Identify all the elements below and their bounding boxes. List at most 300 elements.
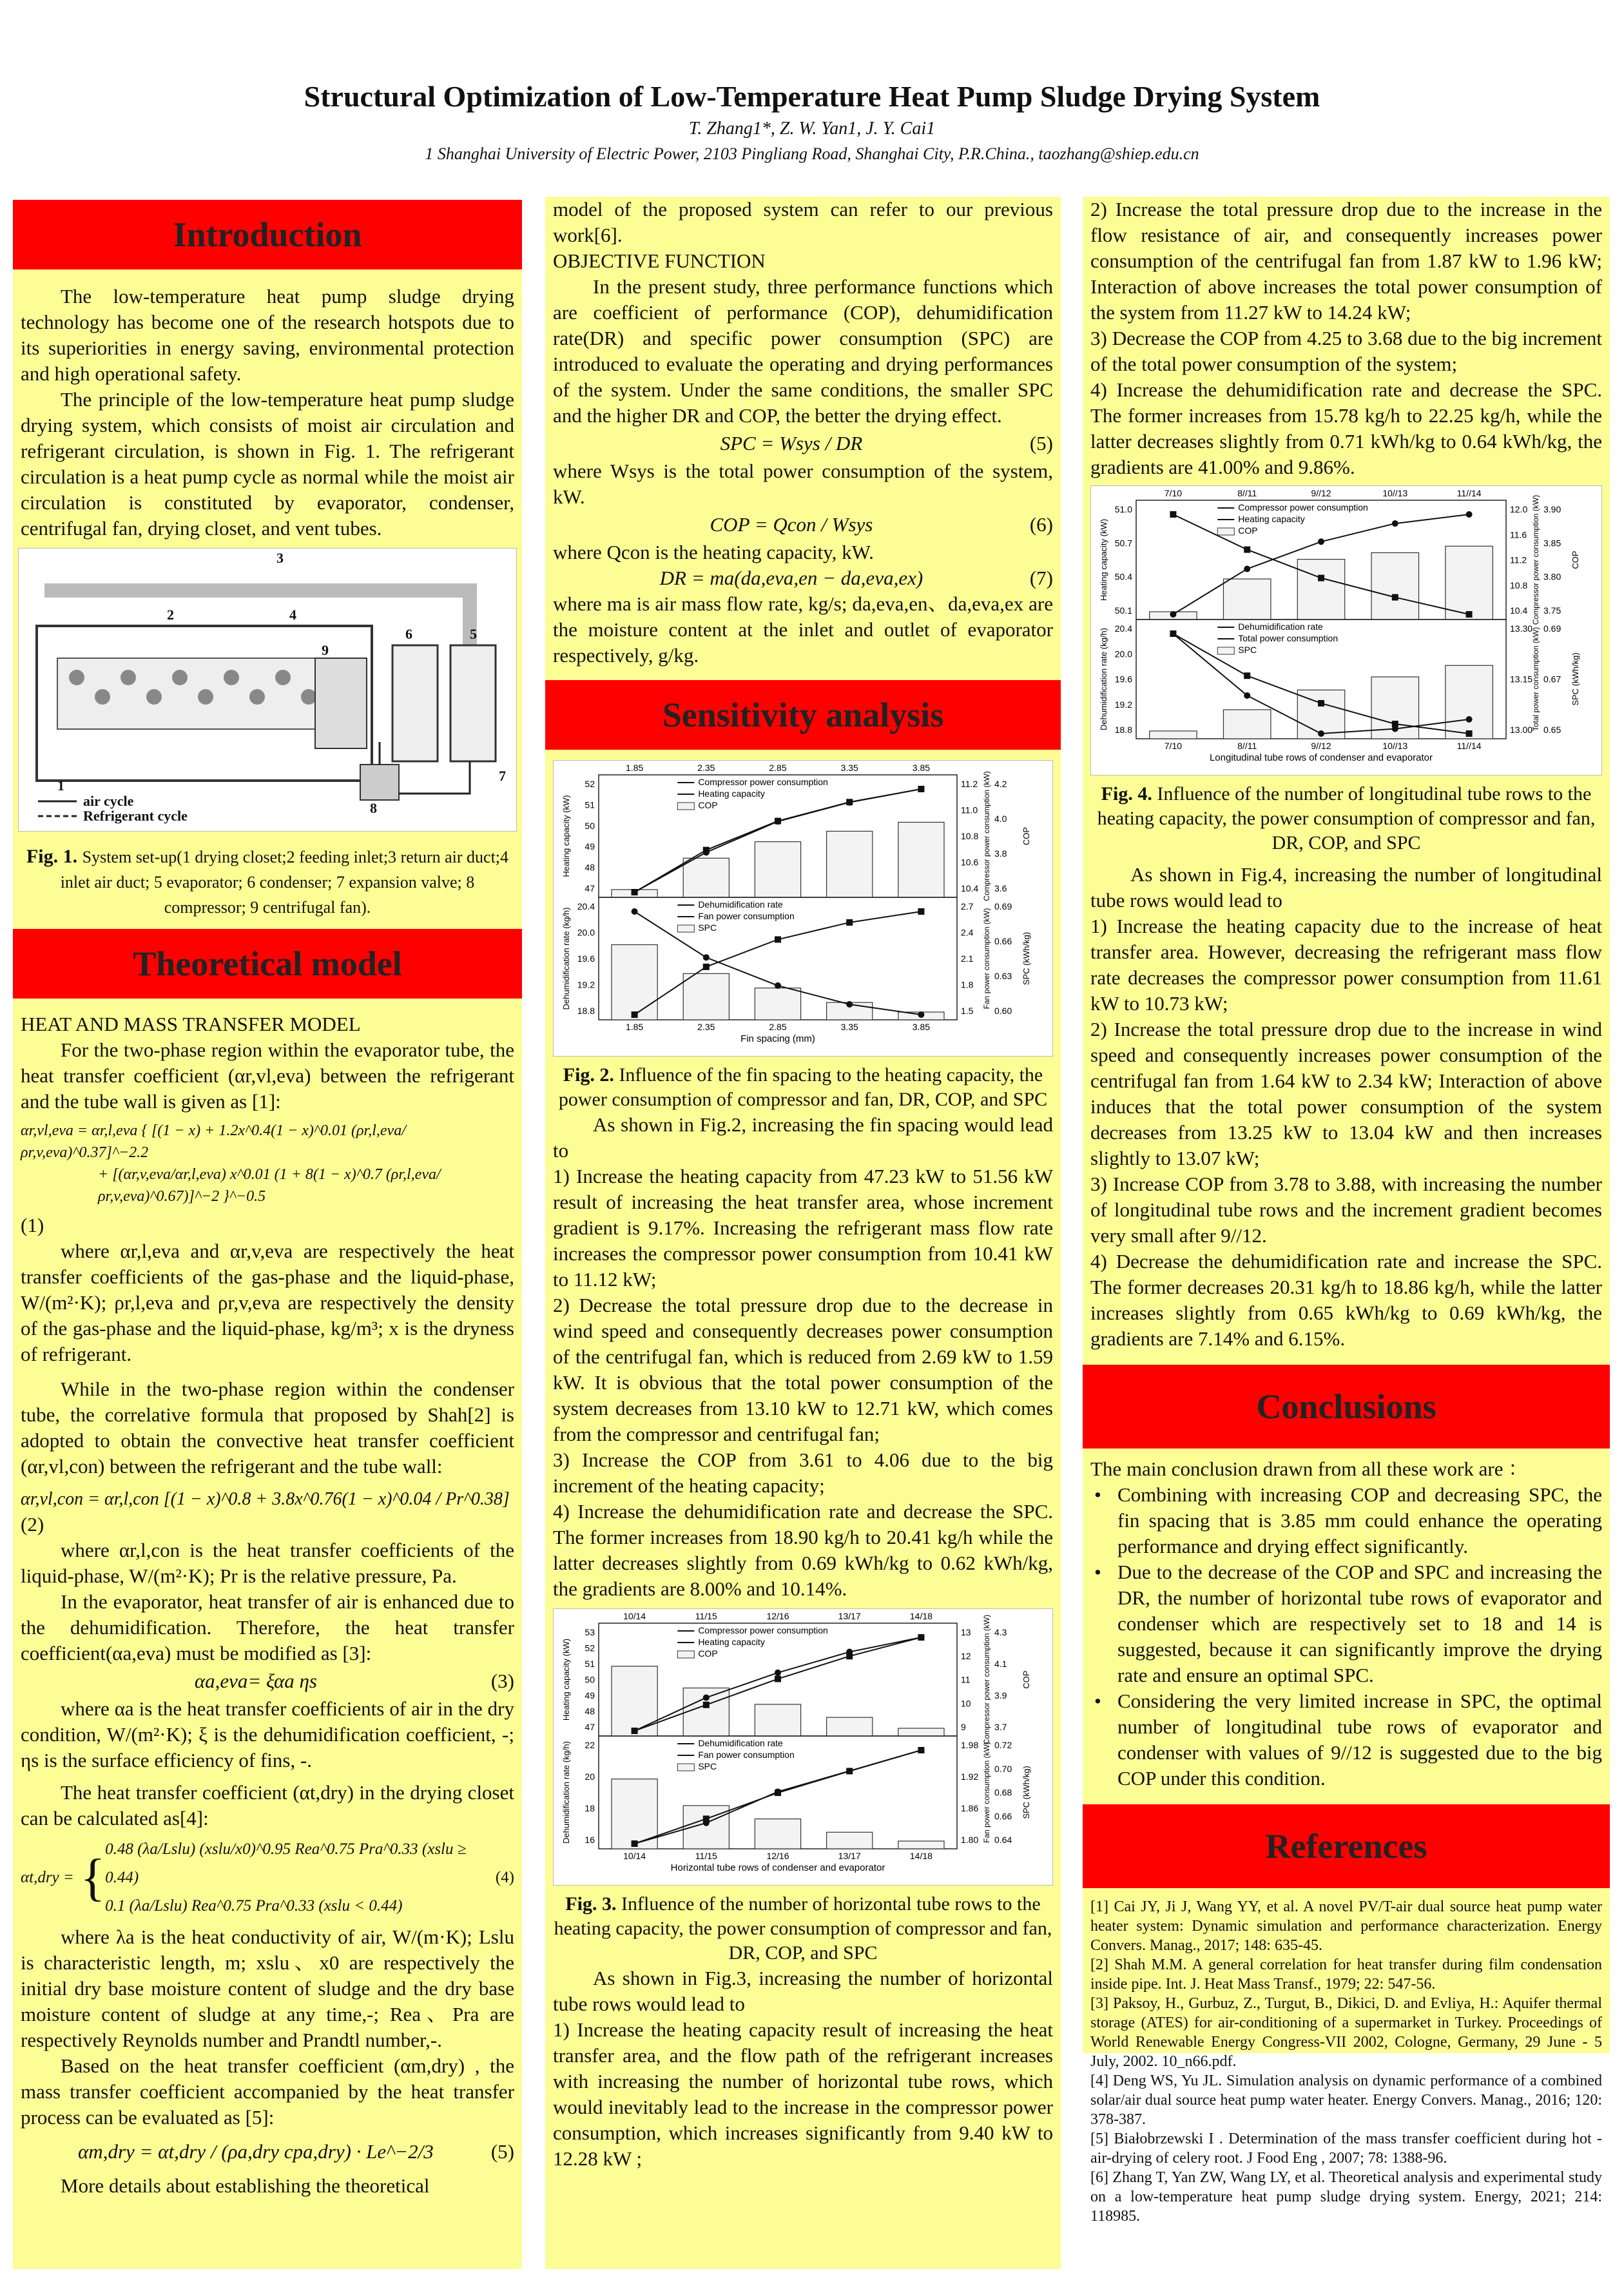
data-point <box>703 849 710 855</box>
conclusion-text: Due to the decrease of the COP and SPC and increasing the DR, the number of horizontal tube rows of evaporator and condenser which are respectively set to 18 and 14 is suggested, because it can significantly improve the drying rate and ensure an optimal SPC. <box>1117 1561 1602 1686</box>
reference-list <box>1090 1897 1602 2226</box>
tick-label: 11.6 <box>1510 529 1527 540</box>
legend-label: SPC <box>698 1761 717 1771</box>
tick-label: 10.4 <box>1510 605 1528 616</box>
tick-label: 13 <box>961 1627 971 1637</box>
tick-label: 11.0 <box>961 805 978 815</box>
label-1: 1 <box>57 777 64 794</box>
tick-label: 13.00 <box>1510 725 1533 735</box>
data-point <box>1170 611 1176 618</box>
figure-2-text: Influence of the fin spacing to the heating capacity, the power consumption of compressor and fan, DR, COP, and SPC <box>558 1064 1048 1110</box>
y2-axis-label: Fan power consumption (kW) <box>982 908 991 1009</box>
bar-mark <box>1371 552 1418 619</box>
label-2: 2 <box>167 607 174 623</box>
data-point <box>775 936 781 942</box>
legend-air-cycle: air cycle <box>83 793 134 809</box>
bullet-icon: • <box>1094 1561 1101 1583</box>
y3-axis-label: SPC (kWh/kg) <box>1571 652 1580 706</box>
legend-label: Compressor power consumption <box>698 777 828 787</box>
theory-paragraph-6: where αa is the heat transfer coefficients of air in the dry condition, W/(m²·K); ξ is the dehumidification coefficient, -; ηs is the surface efficiency of fins, -. <box>21 1697 514 1771</box>
category-label: 2.35 <box>697 763 715 773</box>
label-7: 7 <box>499 768 506 784</box>
tick-label: 51.0 <box>1114 504 1132 514</box>
tick-label: 50.4 <box>1114 571 1132 582</box>
data-point <box>775 1670 781 1676</box>
data-point <box>775 1788 781 1795</box>
equation-3-number: (3) <box>490 1670 514 1692</box>
tick-label: 3.6 <box>994 883 1007 893</box>
longitudinal-finding-2: 2) Increase the total pressure drop due to the increase in wind speed and consequently increases power consumption of the centrifugal fan from 1.64 kW to 2.34 kW; Interaction of above induces that the total power consumption of the system decreases from 13.25 kW to 13.04 kW and then increases slightly to 13.07 kW; <box>1090 1018 1602 1169</box>
y3-axis-label: COP <box>1571 551 1580 569</box>
legend-swatch <box>1217 647 1234 654</box>
y-axis-label: Heating capacity (kW) <box>561 1638 571 1721</box>
figure-4-caption <box>1090 782 1602 855</box>
equation-spc-number: (5) <box>1029 432 1053 454</box>
bar-mark <box>683 973 729 1020</box>
fin-finding-1: 1) Increase the heating capacity from 47.23 kW to 51.56 kW result of increasing the heat transfer area, whose increment gradient is 9.17%. Increasing the refrigerant mass flow rate increases the compressor power consumption from 10.41 kW to 11.12 kW; <box>553 1165 1053 1291</box>
tick-label: 0.70 <box>994 1763 1012 1774</box>
bar-mark <box>898 1841 944 1849</box>
theory-paragraph-8: where λa is the heat conductivity of air, W/(m·K); Lslu is characteristic length, m; xslu、x0 are respectively the initial dry base moisture content of sludge and the dry base moisture content of sludge at any time,-; Rea、Pra are respectively Reynolds number and Prandtl number,-. <box>21 1926 514 2051</box>
equation-dr <box>553 565 1053 591</box>
tick-label: 48 <box>585 1706 595 1717</box>
tick-label: 9 <box>961 1722 966 1732</box>
category-label: 9//12 <box>1311 488 1331 498</box>
bar-mark <box>1223 579 1270 619</box>
horizontal-finding-3: 3) Decrease the COP from 4.25 to 3.68 due to the big increment of the total power consumption of the system; <box>1090 327 1602 375</box>
data-point <box>1170 511 1176 518</box>
tick-label: 1.92 <box>961 1771 979 1782</box>
bar-mark <box>827 1832 873 1849</box>
equation-4-lhs: αt,dry = <box>21 1869 74 1886</box>
category-label: 3.35 <box>840 1022 858 1032</box>
legend-label: COP <box>698 800 718 810</box>
poster-header <box>0 77 1624 166</box>
theory-heading: Theoretical model <box>13 929 522 999</box>
legend-label: Heating capacity <box>698 1637 765 1647</box>
data-point <box>1170 630 1176 637</box>
chart-legend <box>677 899 794 933</box>
bar-mark <box>683 858 729 897</box>
y3-axis-label: SPC (kWh/kg) <box>1021 931 1031 986</box>
legend-swatch <box>677 1651 694 1658</box>
evaporator-box <box>450 645 496 761</box>
theory-paragraph-4: where αr,l,con is the heat transfer coefficients of the liquid-phase, W/(m²·K); Pr is the relative pressure, Pa. <box>21 1539 514 1587</box>
category-label: 1.85 <box>625 763 644 773</box>
tick-label: 3.90 <box>1543 504 1561 514</box>
tick-label: 0.63 <box>994 971 1012 981</box>
equation-1-line-a: αr,vl,eva = αr,l,eva { [(1 − x) + 1.2x^0.4(1 − x)^0.01 (ρr,l,eva/ρr,v,eva)^0.37]^−2.2 <box>21 1122 406 1161</box>
equation-4-brace: { <box>80 1849 106 1906</box>
intro-paragraph-2: The principle of the low-temperature heat pump sludge drying system, which consists of moist air circulation and refrigerant circulation, is shown in Fig. 1. The refrigerant circulation is a heat pump cycle as normal while the moist air circulation is constituted by evaporator, condenser, centrifugal fan, drying closet, and vent tubes. <box>21 388 514 540</box>
data-point <box>1318 538 1324 545</box>
bar-mark <box>898 823 944 898</box>
tick-label: 50 <box>585 1674 595 1685</box>
tick-label: 3.75 <box>1543 605 1561 616</box>
data-point <box>703 954 710 961</box>
bar-mark <box>755 842 800 897</box>
tick-label: 10 <box>961 1698 971 1709</box>
conclusion-item <box>1090 1482 1602 1559</box>
legend-label: SPC <box>1238 645 1257 655</box>
category-label: 10//13 <box>1382 488 1408 498</box>
tick-label: 4.1 <box>994 1659 1007 1669</box>
author-list: T. Zhang1*, Z. W. Yan1, J. Y. Cai1 <box>688 119 936 139</box>
tick-label: 3.85 <box>1543 538 1561 549</box>
theory-paragraph-2: where αr,l,eva and αr,v,eva are respectively the heat transfer coefficients of the gas-phase and the liquid-phase, W/(m²·K); ρr,l,eva and ρr,v,eva are respectively the density of the gas-phase and the liquid-phase, kg/m³; x is the dryness of refrigerant. <box>21 1240 514 1365</box>
data-point <box>918 1634 924 1641</box>
legend-swatch <box>677 803 694 810</box>
tick-label: 20.0 <box>1114 649 1132 659</box>
tick-label: 11 <box>961 1674 971 1685</box>
tick-label: 10.6 <box>961 857 979 868</box>
conclusions-intro: The main conclusion drawn from all these work are ： <box>1090 1458 1529 1480</box>
tick-label: 13.30 <box>1510 623 1533 634</box>
legend-label: SPC <box>698 922 717 933</box>
bar-mark <box>898 1728 944 1736</box>
category-label: 12/16 <box>766 1851 789 1861</box>
legend-label: Heating capacity <box>698 788 765 799</box>
y2-axis-label: Compressor power consumption (kW) <box>1531 494 1540 625</box>
data-point <box>1466 730 1473 737</box>
chart-legend <box>1217 621 1338 655</box>
bar-mark <box>827 1717 873 1736</box>
tick-label: 1.80 <box>961 1835 979 1845</box>
conclusion-text: Considering the very limited increase in SPC, the optimal number of longitudinal tube rows of evaporator and condenser with values of 9//12 is suggested due to the big COP under this condition. <box>1117 1690 1602 1790</box>
col2-paragraph-0: model of the proposed system can refer to our previous work[6]. <box>553 198 1053 246</box>
tick-label: 3.8 <box>994 848 1007 859</box>
bar-mark <box>1445 546 1493 619</box>
tick-label: 52 <box>585 1643 595 1653</box>
tick-label: 10.8 <box>1510 580 1528 590</box>
horizontal-finding-1: 1) Increase the heating capacity result of increasing the heat transfer area, and the flow path of the refrigerant increases with increasing the number of horizontal tube rows, which would inevitably lead to the increase in the compressor power consumption, which increases significantly from 9.40 kW to 12.28 kW ; <box>553 2018 1053 2170</box>
data-point <box>703 1820 710 1826</box>
bar-mark <box>755 1704 800 1736</box>
tick-label: 19.2 <box>1114 699 1132 710</box>
legend-label: Total power consumption <box>1238 633 1339 643</box>
bar-mark <box>612 945 657 1020</box>
y2-axis-label: Compressor power consumption (kW) <box>982 771 991 901</box>
longitudinal-finding-4: 4) Decrease the dehumidification rate and increase the SPC. The former decreases 20.31 kg/h to 18.86 kg/h, while the latter increases slightly from 0.65 kWh/kg to 0.69 kWh/kg, the gradients are 7.14% and 6.15%. <box>1090 1250 1602 1350</box>
legend-label: Fan power consumption <box>698 911 795 921</box>
y3-axis-label: COP <box>1021 826 1031 846</box>
tick-label: 0.66 <box>994 1811 1012 1822</box>
label-9: 9 <box>322 642 329 658</box>
data-point <box>918 1747 924 1753</box>
data-point <box>1244 547 1250 553</box>
conclusions-list <box>1090 1482 1602 1791</box>
legend-swatch <box>1217 528 1234 535</box>
bar-mark <box>755 1819 800 1849</box>
figure-4-svg <box>1091 486 1603 776</box>
tick-label: 1.5 <box>961 1006 974 1016</box>
tick-label: 20.0 <box>577 927 595 938</box>
tick-label: 53 <box>585 1627 595 1637</box>
references-heading: References <box>1083 1804 1610 1888</box>
equation-dr-body: DR = ma(da,eva,en − da,eva,ex) <box>659 567 923 589</box>
tick-label: 51 <box>585 1659 595 1669</box>
category-label: 11//14 <box>1456 741 1482 751</box>
equation-spc-body: SPC = Wsys / DR <box>720 432 863 454</box>
data-point <box>1318 575 1324 581</box>
figure-2-caption <box>553 1063 1053 1112</box>
data-point <box>1244 672 1250 679</box>
y-axis-label: Dehumidification rate (kg/h) <box>561 1741 571 1844</box>
tick-label: 19.6 <box>577 953 595 964</box>
longitudinal-finding-1: 1) Increase the heating capacity due to the increase of heat transfer area. However, decreasing the refrigerant mass flow rate decreases the compressor power consumption from 11.61 kW to 10.73 kW; <box>1090 915 1602 1015</box>
data-point <box>703 1694 710 1701</box>
category-label: 7/10 <box>1164 488 1183 498</box>
figure-2-tag: Fig. 2. <box>563 1064 614 1086</box>
bar-mark <box>1223 710 1270 739</box>
chart-legend <box>677 1625 828 1659</box>
data-point <box>1244 566 1250 572</box>
legend-swatch <box>677 925 694 932</box>
equation-dr-number: (7) <box>1029 567 1053 589</box>
category-label: 3.85 <box>912 763 931 773</box>
legend-refrigerant-cycle: Refrigerant cycle <box>83 808 188 824</box>
data-point <box>846 799 853 806</box>
chart-legend <box>677 777 828 810</box>
col2-paragraph-3: As shown in Fig.3, increasing the number of horizontal tube rows would lead to <box>553 1967 1053 2015</box>
label-4: 4 <box>289 607 296 623</box>
tick-label: 1.8 <box>961 979 974 990</box>
data-point <box>632 1840 638 1847</box>
chart-panel <box>561 1611 1031 1744</box>
tick-label: 11.2 <box>1510 554 1527 565</box>
figure-1-text: System set-up(1 drying closet;2 feeding inlet;3 return air duct;4 inlet air duct; 5 evaporator; 6 condenser; 7 expansion valve; 8 compressor; 9 centrifugal fan). <box>60 848 509 917</box>
equation-5-body: αm,dry = αt,dry / (ρa,dry cpa,dry) · Le^−2/3 <box>78 2140 434 2163</box>
bar-mark <box>1150 731 1197 739</box>
figure-3-caption <box>553 1892 1053 1965</box>
data-point <box>775 982 781 989</box>
label-6: 6 <box>405 626 412 642</box>
conclusion-item <box>1090 1688 1602 1791</box>
tick-label: 4.2 <box>994 779 1007 789</box>
y-axis-label: Dehumidification rate (kg/h) <box>1099 628 1108 730</box>
category-label: 11/15 <box>695 1851 717 1861</box>
legend-swatch <box>677 1764 694 1771</box>
equation-cop-number: (6) <box>1029 513 1053 536</box>
equation-spc <box>553 429 1053 458</box>
data-point <box>632 908 638 915</box>
tick-label: 19.2 <box>577 979 595 990</box>
label-3: 3 <box>276 550 284 566</box>
tick-label: 4.3 <box>994 1627 1007 1637</box>
equation-3 <box>21 1666 514 1696</box>
category-label: 8//11 <box>1237 488 1257 498</box>
y2-axis-label: Compressor power consumption (kW) <box>982 1614 991 1745</box>
reference-item: [5] Białobrzewski I . Determination of the mass transfer coefficient during hot -air-drying of celery root. J Food Eng , 2007; 78: 1388-96. <box>1090 2131 1602 2167</box>
tick-label: 12.0 <box>1510 504 1528 514</box>
reference-item: [6] Zhang T, Yan ZW, Wang LY, et al. Theoretical analysis and experimental study on a low-temperature heat pump sludge drying system. Energy, 2021; 214: 118985. <box>1090 2169 1602 2225</box>
tick-label: 49 <box>585 1690 595 1701</box>
affiliation: 1 Shanghai University of Electric Power, 2103 Pingliang Road, Shanghai City, P.R.China., taozhang@shiep.edu.cn <box>425 144 1199 163</box>
data-point <box>1318 730 1324 737</box>
condenser-box <box>392 645 438 761</box>
tick-label: 50.7 <box>1114 538 1132 549</box>
tick-label: 11.2 <box>961 779 978 789</box>
equation-5 <box>21 2131 514 2173</box>
chart-panel <box>561 897 1031 1044</box>
data-point <box>846 1649 853 1655</box>
figure-3-svg <box>554 1609 1054 1886</box>
col2-paragraph-2: As shown in Fig.2, increasing the fin spacing would lead to <box>553 1113 1053 1162</box>
data-point <box>918 1011 924 1018</box>
tick-label: 4.0 <box>994 814 1007 824</box>
data-point <box>632 889 638 895</box>
sensitivity-heading: Sensitivity analysis <box>545 680 1061 750</box>
data-point <box>775 1675 781 1682</box>
tick-label: 0.67 <box>1543 674 1561 685</box>
tick-label: 2.1 <box>961 953 974 964</box>
tick-label: 2.4 <box>961 927 974 938</box>
equation-4 <box>21 1831 514 1924</box>
equation-5-number: (5) <box>490 2140 514 2163</box>
tick-label: 16 <box>585 1835 595 1845</box>
fin-finding-2: 2) Decrease the total pressure drop due to the decrease in wind speed and consequently decreases power consumption of the centrifugal fan, which is reduced from 2.69 kW to 1.59 kW. It is obvious that the total power consumption of the system decreases from 13.10 kW to 12.71 kW, which comes from the compressor and centrifugal fan; <box>553 1294 1053 1445</box>
col2-paragraph-b: where Qcon is the heating capacity, kW. <box>553 541 874 563</box>
data-point <box>703 1702 710 1708</box>
fin-finding-3: 3) Increase the COP from 3.61 to 4.06 due to the big increment of the heating capacity; <box>553 1448 1053 1497</box>
objective-subheading: OBJECTIVE FUNCTION <box>553 249 766 272</box>
category-label: 10//13 <box>1382 741 1408 751</box>
data-point <box>846 1001 853 1008</box>
equation-2-number: (2) <box>21 1513 44 1536</box>
legend-label: Compressor power consumption <box>1238 502 1368 512</box>
tick-label: 0.69 <box>1543 623 1561 634</box>
category-label: 10/14 <box>623 1611 646 1621</box>
legend-label: Dehumidification rate <box>1238 621 1323 632</box>
data-point <box>632 1728 638 1734</box>
equation-4-cases <box>105 1835 496 1920</box>
bullet-icon: • <box>1094 1483 1101 1506</box>
equation-1-line-b: + [(αr,v,eva/αr,l,eva) x^0.01 (1 + 8(1 − x)^0.7 (ρr,l,eva/ρr,v,eva)^0.67)]^−2 }^−0.5 <box>98 1166 441 1205</box>
tick-label: 18.8 <box>577 1006 595 1016</box>
legend-label: COP <box>1238 525 1258 536</box>
tick-label: 20.4 <box>1114 623 1132 634</box>
legend-label: Compressor power consumption <box>698 1625 828 1635</box>
tick-label: 52 <box>585 779 595 789</box>
legend-label: Dehumidification rate <box>698 1738 783 1748</box>
horizontal-finding-4: 4) Increase the dehumidification rate and decrease the SPC. The former increases from 15.78 kg/h to 22.25 kg/h, while the latter decreases slightly from 0.71 kWh/kg to 0.64 kWh/kg, the gradients are 41.00% and 9.86%. <box>1090 378 1602 478</box>
category-label: 11//14 <box>1456 488 1482 498</box>
label-8: 8 <box>370 800 377 816</box>
tick-label: 0.66 <box>994 936 1012 946</box>
category-label: 3.85 <box>912 1022 931 1032</box>
figure-2-svg <box>554 761 1054 1057</box>
tick-label: 0.72 <box>994 1740 1012 1750</box>
tick-label: 18 <box>585 1803 595 1813</box>
reference-item: [3] Paksoy, H., Gurbuz, Z., Turgut, B., Dikici, D. and Evliya, H.: Aquifer thermal storage (ATES) for air-conditioning of a supermarket in Turkey. Proceedings of World Renewable Energy Congress-VII 2002, Cologne, Germany, 29 June - 5 July, 2002. 10_n66.pdf. <box>1090 1995 1602 2070</box>
category-label: 2.35 <box>697 1022 715 1032</box>
category-label: 2.85 <box>769 1022 787 1032</box>
tick-label: 0.65 <box>1543 725 1561 735</box>
reference-item: [4] Deng WS, Yu JL. Simulation analysis on dynamic performance of a combined solar/air dual source heat pump water heater. Energy Convers. Manag., 2016; 120: 378-387. <box>1090 2072 1602 2128</box>
data-point <box>846 919 853 926</box>
chart-legend <box>1217 502 1368 536</box>
tick-label: 12 <box>961 1650 971 1661</box>
tick-label: 3.7 <box>994 1722 1007 1732</box>
tick-label: 20 <box>585 1771 595 1782</box>
equation-1-number: (1) <box>21 1214 44 1236</box>
conclusion-text: Combining with increasing COP and decreasing SPC, the fin spacing that is 3.85 mm could enhance the operating performance and drying effect significantly. <box>1117 1483 1602 1557</box>
figure-3-chart <box>553 1608 1053 1886</box>
figure-4-text: Influence of the number of longitudinal tube rows to the heating capacity, the power consumption of compressor and fan, DR, COP, and SPC <box>1097 783 1596 853</box>
data-point <box>775 818 781 824</box>
column-right <box>1083 197 1610 2225</box>
data-point <box>703 964 710 970</box>
horizontal-finding-2: 2) Increase the total pressure drop due to the increase in the flow resistance of air, and consequently increases power consumption of the centrifugal fan from 1.87 kW to 1.96 kW; Interaction of above increases the total power consumption of the system from 11.27 kW to 14.24 kW; <box>1090 198 1602 324</box>
data-point <box>1244 692 1250 699</box>
category-label: 14/18 <box>909 1851 933 1861</box>
theory-paragraph-7: The heat transfer coefficient (αt,dry) in the drying closet can be calculated as[4]: <box>21 1781 514 1829</box>
data-point <box>1392 594 1398 601</box>
equation-cop <box>553 510 1053 540</box>
equation-4-case-b: 0.1 (λa/Lslu) Rea^0.75 Pra^0.33 (xslu < 0.44) <box>105 1897 403 1915</box>
y2-axis-label: Total power consumption (kW) <box>1531 627 1540 732</box>
tick-label: 0.68 <box>994 1787 1012 1798</box>
y-axis-label: Heating capacity (kW) <box>1099 518 1108 601</box>
bar-mark <box>827 831 873 897</box>
bar-mark <box>755 988 800 1020</box>
tick-label: 51 <box>585 799 595 810</box>
data-point <box>1392 520 1398 527</box>
col3-paragraph-1: As shown in Fig.4, increasing the number of longitudinal tube rows would lead to <box>1090 863 1602 912</box>
category-label: 12/16 <box>766 1611 789 1621</box>
tick-label: 0.69 <box>994 901 1012 912</box>
equation-1 <box>21 1115 514 1213</box>
category-label: 7/10 <box>1164 741 1183 751</box>
category-label: 3.35 <box>840 763 858 773</box>
y-axis-label: Dehumidification rate (kg/h) <box>561 907 571 1010</box>
conclusions-heading: Conclusions <box>1083 1365 1610 1448</box>
col2-paragraph-a: where Wsys is the total power consumption of the system, kW. <box>553 460 1053 508</box>
data-point <box>918 786 924 792</box>
tick-label: 47 <box>585 1722 595 1732</box>
data-point <box>1466 611 1473 618</box>
system-diagram <box>19 549 528 832</box>
figure-3-tag: Fig. 3. <box>565 1893 617 1915</box>
category-label: 13/17 <box>838 1611 861 1621</box>
intro-heading: Introduction <box>13 200 522 269</box>
x-axis-label: Fin spacing (mm) <box>740 1033 815 1044</box>
y2-axis-label: Fan power consumption (kW) <box>982 1742 991 1843</box>
bar-mark <box>1297 560 1344 619</box>
data-point <box>1392 726 1398 732</box>
tick-label: 19.6 <box>1114 674 1132 685</box>
chart-panel <box>1099 488 1580 625</box>
category-label: 13/17 <box>838 1851 861 1861</box>
theory-paragraph-5: In the evaporator, heat transfer of air is enhanced due to the dehumidification. Therefore, the heat transfer coefficient(αa,eva) must be modified as [3]: <box>21 1590 514 1664</box>
bar-mark <box>1445 665 1493 739</box>
tick-label: 0.64 <box>994 1835 1012 1845</box>
tick-label: 13.15 <box>1510 674 1533 685</box>
tick-label: 1.98 <box>961 1740 979 1750</box>
tick-label: 47 <box>585 883 595 893</box>
equation-4-case-a: 0.48 (λa/Lslu) (xslu/x0)^0.95 Rea^0.75 Pra^0.33 (xslu ≥ 0.44) <box>105 1840 467 1886</box>
tick-label: 2.7 <box>961 901 974 912</box>
tick-label: 50 <box>585 820 595 831</box>
intro-paragraph-1: The low-temperature heat pump sludge drying technology has become one of the research hotspots due to its superiorities in energy saving, environmental protection and high operational safety. <box>21 285 514 385</box>
equation-cop-body: COP = Qcon / Wsys <box>710 513 873 536</box>
category-label: 14/18 <box>909 1611 933 1621</box>
legend-label: Dehumidification rate <box>698 899 783 910</box>
tick-label: 50.1 <box>1114 605 1132 616</box>
figure-4-chart <box>1090 485 1602 775</box>
theory-paragraph-10: More details about establishing the theoretical <box>61 2174 430 2197</box>
data-point <box>632 1011 638 1018</box>
